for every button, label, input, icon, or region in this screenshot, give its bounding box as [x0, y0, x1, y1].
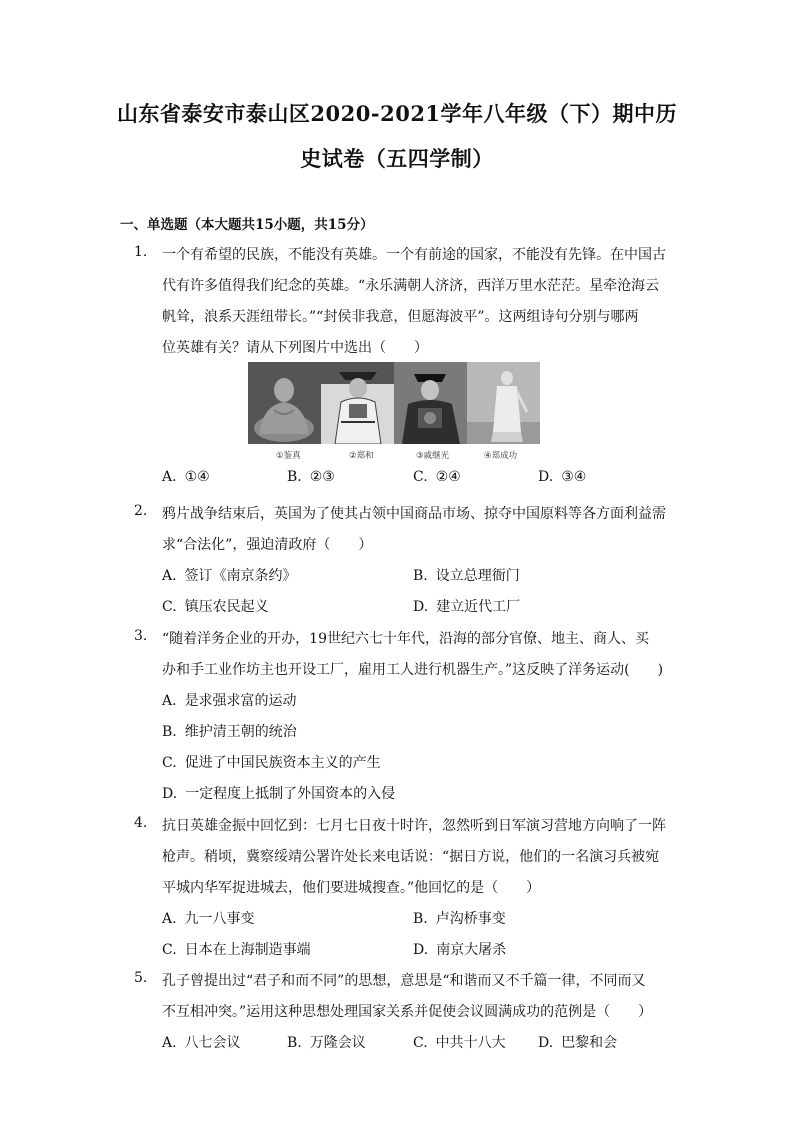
option-key: B. — [162, 724, 177, 740]
question-text-line: 求“合法化”，强迫清政府（ ） — [162, 537, 373, 553]
option-b[interactable] — [413, 565, 520, 585]
option-text: 日本在上海制造事端 — [184, 942, 311, 958]
question-text-line: “随着洋务企业的开办，19世纪六七十年代，沿海的部分官僚、地主、商人、买 — [162, 631, 649, 647]
option-text: 中共十八大 — [435, 1035, 506, 1051]
option-a[interactable] — [162, 469, 210, 485]
option-key: C. — [162, 599, 177, 615]
zhenghe-portrait-image — [321, 362, 394, 444]
question-number: 5. — [134, 970, 148, 986]
option-key: D. — [538, 1035, 554, 1051]
option-c[interactable] — [162, 596, 269, 616]
option-a[interactable] — [162, 1032, 241, 1052]
question-number: 1. — [134, 244, 148, 260]
option-text: 一定程度上抵制了外国资本的入侵 — [185, 786, 396, 802]
hero-images — [248, 362, 540, 444]
option-c[interactable] — [162, 939, 311, 959]
question-text-line: 一个有希望的民族，不能没有英雄。一个有前途的国家，不能没有先锋。在中国古 — [162, 247, 666, 263]
option-text: ②④ — [435, 469, 461, 485]
option-text: 维护清王朝的统治 — [184, 724, 297, 740]
option-key: B. — [413, 568, 428, 584]
option-text: 八七会议 — [184, 1035, 241, 1051]
option-b[interactable] — [287, 1032, 366, 1052]
option-c[interactable] — [413, 1032, 506, 1052]
option-d[interactable] — [538, 1032, 617, 1052]
option-key: C. — [413, 1035, 428, 1051]
option-text: 巴黎和会 — [561, 1035, 618, 1051]
option-text: 南京大屠杀 — [436, 942, 507, 958]
option-key: D. — [413, 942, 429, 958]
option-text: 建立近代工厂 — [436, 599, 521, 615]
option-key: A. — [162, 1035, 177, 1051]
option-text: 是求强求富的运动 — [184, 693, 297, 709]
question-text-line: 办和手工业作坊主也开设工厂，雇用工人进行机器生产。”这反映了洋务运动( ) — [162, 662, 664, 678]
section-heading: 一、单选题（本大题共15小题，共15分） — [120, 217, 374, 233]
option-d[interactable] — [538, 469, 586, 485]
option-key: B. — [413, 911, 428, 927]
option-text: 卢沟桥事变 — [435, 911, 506, 927]
option-text: 九一八事变 — [184, 911, 255, 927]
image-caption: ②郑和 — [349, 451, 374, 461]
option-text: ①④ — [184, 469, 210, 485]
page-title-line-1: 山东省泰安市泰山区2020-2021学年八年级（下）期中历 — [116, 101, 678, 126]
question-text-line: 孔子曾提出过“君子和而不同”的思想，意思是“和谐而又不千篇一律，不同而又 — [162, 973, 646, 989]
option-key: B. — [287, 1035, 302, 1051]
option-c[interactable] — [162, 752, 381, 772]
option-text: 镇压农民起义 — [184, 599, 269, 615]
option-text: ②③ — [309, 469, 335, 485]
option-d[interactable] — [162, 783, 395, 803]
question-text-line: 平城内华军捉进城去，他们要进城搜查。”他回忆的是（ ） — [162, 880, 541, 896]
option-key: A. — [162, 911, 177, 927]
option-key: A. — [162, 568, 177, 584]
image-caption: ④郑成功 — [484, 451, 518, 461]
question-text-line: 代有许多值得我们纪念的英雄。“永乐满朝人济济，西洋万里水茫茫。星牵沧海云 — [162, 278, 660, 294]
image-caption: ①鉴真 — [276, 451, 301, 461]
zhengchenggong-statue-image — [467, 362, 540, 444]
option-key: A. — [162, 469, 177, 485]
option-key: D. — [538, 469, 554, 485]
question-number: 3. — [134, 628, 148, 644]
option-key: B. — [287, 469, 302, 485]
page-title-line-2: 史试卷（五四学制） — [300, 146, 494, 171]
option-a[interactable] — [162, 565, 297, 585]
option-b[interactable] — [287, 469, 335, 485]
option-d[interactable] — [413, 939, 506, 959]
option-text: 促进了中国民族资本主义的产生 — [184, 755, 381, 771]
option-text: 设立总理衙门 — [435, 568, 520, 584]
option-b[interactable] — [162, 721, 297, 741]
question-text-line: 枪声。稍顷，冀察绥靖公署许处长来电话说：“据日方说，他们的一名演习兵被宛 — [162, 849, 660, 865]
option-c[interactable] — [413, 469, 461, 485]
option-b[interactable] — [413, 908, 506, 928]
question-text-line: 抗日英雄金振中回忆到：七月七日夜十时许，忽然听到日军演习营地方向响了一阵 — [162, 818, 666, 834]
question-text-line: 鸦片战争结束后，英国为了使其占领中国商品市场、掠夺中国原料等各方面利益需 — [162, 506, 666, 522]
hero-image-captions — [248, 449, 540, 463]
question-text-line: 帆耸，浪系天涯纽带长。”“封侯非我意，但愿海波平”。这两组诗句分别与哪两 — [162, 309, 639, 325]
question-number: 4. — [134, 815, 148, 831]
option-text: ③④ — [561, 469, 587, 485]
option-d[interactable] — [413, 596, 520, 616]
option-key: D. — [162, 786, 178, 802]
option-key: C. — [413, 469, 428, 485]
question-text-line: 不互相冲突。”运用这种思想处理国家关系并促使会议圆满成功的范例是（ ） — [162, 1004, 653, 1020]
option-key: C. — [162, 755, 177, 771]
question-number: 2. — [134, 503, 148, 519]
qijiguang-portrait-image — [394, 362, 467, 444]
option-a[interactable] — [162, 690, 297, 710]
option-key: C. — [162, 942, 177, 958]
option-key: D. — [413, 599, 429, 615]
option-text: 签订《南京条约》 — [184, 568, 297, 584]
jianzhen-statue-image — [248, 362, 321, 444]
question-text-line: 位英雄有关？请从下列图片中选出（ ） — [162, 340, 428, 356]
option-text: 万隆会议 — [309, 1035, 366, 1051]
image-caption: ③戚继光 — [416, 451, 450, 461]
option-a[interactable] — [162, 908, 255, 928]
option-key: A. — [162, 693, 177, 709]
